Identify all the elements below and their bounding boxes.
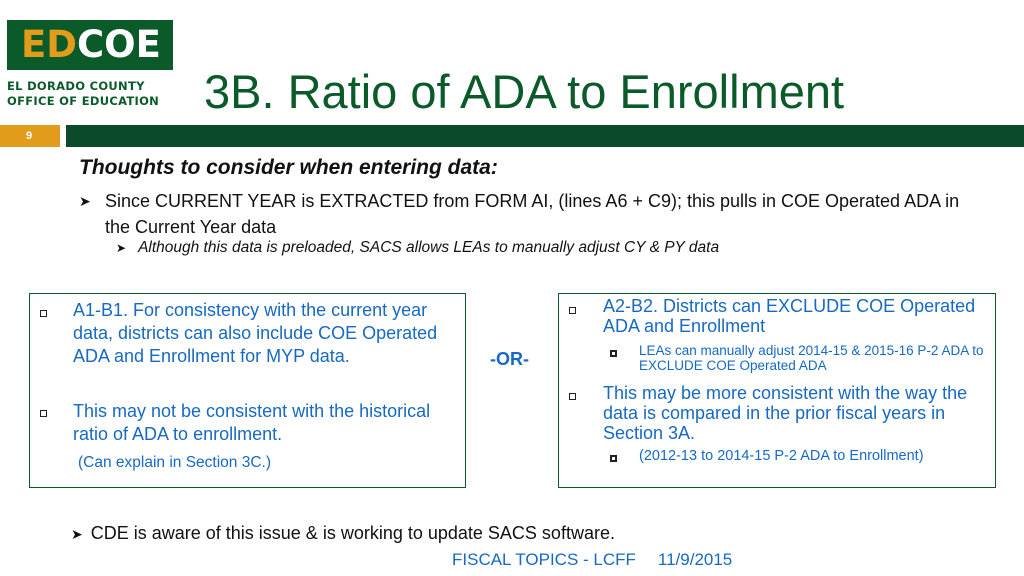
square-bullet-icon xyxy=(40,310,47,317)
include-note: (Can explain in Section 3C.) xyxy=(78,454,271,471)
option-box-exclude xyxy=(558,293,996,488)
slide-title: 3B. Ratio of ADA to Enrollment xyxy=(204,65,845,118)
thoughts-bullet-1: ➤ Since CURRENT YEAR is EXTRACTED from FORM AI, (lines A6 + C9); this pulls in COE Operated ADA in the Current Year data xyxy=(79,188,979,240)
footer-date: 11/9/2015 xyxy=(657,550,733,569)
exclude-sub-2: (2012-13 to 2014-15 P-2 ADA to Enrollment) xyxy=(639,448,924,464)
square-bullet-icon xyxy=(569,307,576,314)
include-item-2: This may not be consistent with the historical ratio of ADA to enrollment. xyxy=(73,401,431,444)
square-bullet-icon xyxy=(610,455,617,462)
slide-number: 9 xyxy=(0,125,60,147)
exclude-item-2: This may be more consistent with the way the data is compared in the prior fiscal years in Section 3A. xyxy=(603,383,968,443)
logo-line2: OFFICE OF EDUCATION xyxy=(7,94,160,108)
edcoe-logo xyxy=(7,20,173,70)
arrow-bullet-icon: ➤ xyxy=(116,241,127,255)
or-separator: -OR- xyxy=(490,349,529,369)
thoughts-sub-bullet: ➤ Although this data is preloaded, SACS allows LEAs to manually adjust CY & PY data xyxy=(116,239,720,256)
header-bar xyxy=(66,125,1024,147)
bottom-note: ➤ CDE is aware of this issue & is working to update SACS software. xyxy=(71,523,615,543)
thoughts-heading: Thoughts to consider when entering data: xyxy=(79,156,498,179)
logo-line1: EL DORADO COUNTY xyxy=(7,79,145,93)
exclude-sub-1: LEAs can manually adjust 2014-15 & 2015-16 P-2 ADA to EXCLUDE COE Operated ADA xyxy=(639,343,984,373)
option-box-include xyxy=(29,293,466,488)
square-bullet-icon xyxy=(610,350,617,357)
logo-wordmark: EDCOE xyxy=(21,23,161,66)
square-bullet-icon xyxy=(40,410,47,417)
exclude-item-1: A2-B2. Districts can EXCLUDE COE Operated ADA and Enrollment xyxy=(603,296,976,336)
footer-topic: FISCAL TOPICS - LCFF xyxy=(452,550,636,569)
footer xyxy=(452,550,732,570)
square-bullet-icon xyxy=(569,393,576,400)
include-item-1: A1-B1. For consistency with the current year data, districts can also include COE Operated ADA and Enrollment for MYP data. xyxy=(73,300,438,366)
arrow-bullet-icon: ➤ xyxy=(71,526,83,542)
arrow-bullet-icon: ➤ xyxy=(79,193,91,209)
